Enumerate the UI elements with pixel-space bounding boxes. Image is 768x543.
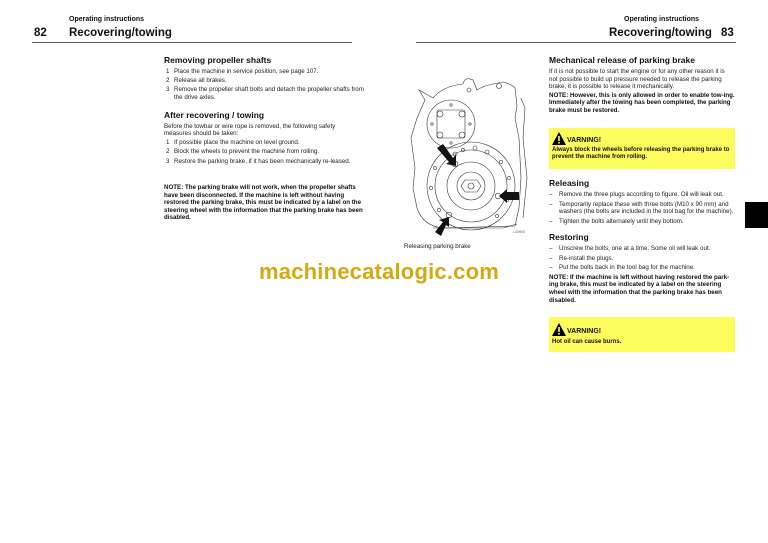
removing-shafts-heading: Removing propeller shafts [164, 55, 272, 65]
after-recovering-intro: Before the towbar or wire rope is removed, the following safety measures should be taken: [164, 122, 336, 138]
right-page-title: Recovering/towing [609, 27, 712, 39]
thumb-index-tab [745, 202, 768, 228]
warning-text: Always block the wheels before releasing the parking brake to prevent the machine from rolling. [552, 147, 730, 161]
removing-shafts-steps [164, 68, 364, 102]
warning-text: Hot oil can cause burns. [552, 339, 622, 345]
watermark: machinecatalogic.com [259, 259, 499, 284]
list-item: – Re-install the plugs. [549, 254, 614, 262]
list-item: – Remove the three plugs according to figure. Oil will leak out. [549, 191, 724, 198]
left-page-number: 82 [34, 27, 47, 39]
restoring-section [549, 232, 737, 304]
list-item: – Tighten the bolts alternately until they bottom. [549, 217, 684, 225]
step-item: 2 Block the wheels to prevent the machine from rolling. [166, 148, 320, 156]
step-item: 3 Restore the parking brake, if it has been mechanically re-leased. [166, 157, 351, 165]
releasing-list [549, 191, 737, 225]
restoring-heading: Restoring [549, 232, 589, 242]
restoring-note: NOTE: If the machine is left without having restored the park-ing brake, this must be indicated by a label on the steering wheel with the information that the parking brake has been disabled. [549, 273, 730, 304]
warning-header [552, 130, 732, 145]
transmission-drawing-icon [403, 78, 533, 238]
list-item: – Unscrew the bolts, one at a time. Some oil will leak out. [549, 245, 711, 252]
restoring-list [549, 245, 737, 272]
left-content [164, 55, 364, 167]
left-note: NOTE: The parking brake will not work, when the propeller shafts have been disconnected. If the machine is left without having restored the parking brake, this must be indicated by a label on the steering wheel with the information that the parking brake has been disabled. [164, 184, 363, 222]
mechanical-release-intro: If it is not possible to start the engine or for any other reason it is not possible to build up pressure needed to release the parking brake, it is possible to release it mechanically. [549, 68, 725, 91]
warning-box-wheels [549, 128, 735, 169]
right-page-number: 83 [721, 27, 734, 39]
right-section-label: Operating instructions [624, 16, 700, 23]
mechanical-release-note: NOTE: However, this is only allowed in order to enable tow-ing. Immediately after the towing has been completed, the parking brake must be restored. [549, 91, 735, 114]
step-item: 1 If possible place the machine on level ground. [166, 139, 300, 147]
left-header-rule [32, 42, 352, 43]
right-header-rule [416, 42, 736, 43]
warning-header [552, 319, 732, 336]
warning-title: VARNING! [567, 328, 602, 335]
warning-triangle-icon [552, 323, 566, 336]
warning-title: VARNING! [567, 137, 602, 144]
releasing-section [549, 178, 737, 227]
parking-brake-figure [403, 78, 533, 238]
figure-label: L40903 [513, 230, 525, 234]
after-recovering-heading: After recovering / towing [164, 109, 265, 120]
step-item: 3 Remove the propeller shaft bolts and detach the propeller shafts from the drive axles. [166, 86, 364, 101]
left-page-title: Recovering/towing [69, 27, 172, 39]
mechanical-release-section [549, 55, 735, 115]
after-recovering-steps [164, 139, 364, 165]
list-item: – Put the bolts back in the tool bag for the machine. [549, 264, 695, 272]
step-item: 2 Release all brakes. [166, 77, 227, 85]
warning-triangle-icon [552, 132, 566, 145]
warning-box-hot-oil [549, 317, 735, 352]
left-section-label: Operating instructions [69, 16, 145, 23]
figure-caption: Releasing parking brake [404, 243, 471, 250]
step-item: 1 Place the machine in service position, see page 107. [166, 68, 319, 75]
mechanical-release-heading: Mechanical release of parking brake [549, 55, 695, 65]
releasing-heading: Releasing [549, 178, 590, 188]
list-item: – Temporarily replace these with three bolts (M10 x 90 mm) and washers (the bolts are included in the tool bag for the machine). [549, 200, 734, 216]
